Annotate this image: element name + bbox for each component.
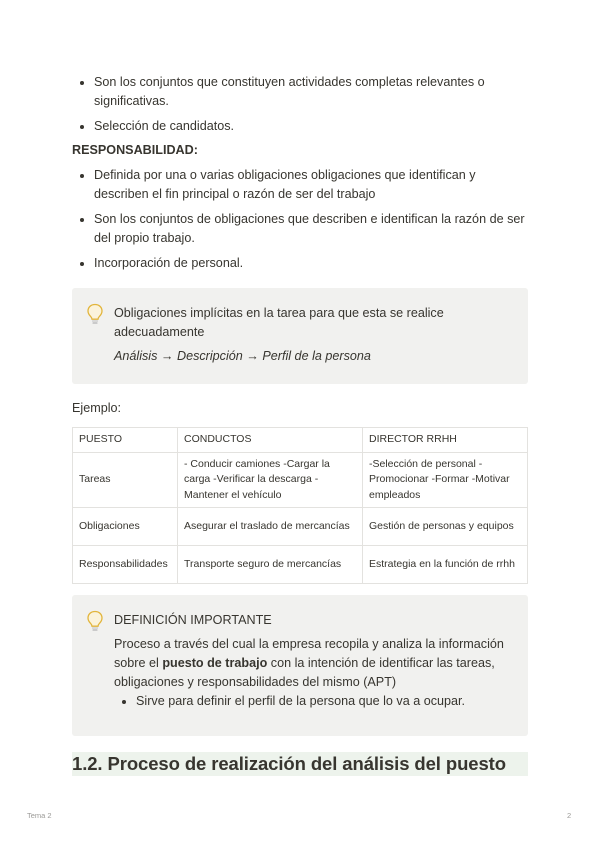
callout-title: DEFINICIÓN IMPORTANTE — [114, 613, 272, 627]
table-cell: CONDUCTOS — [178, 428, 363, 453]
callout-obligaciones — [72, 288, 528, 384]
lightbulb-icon — [86, 610, 104, 632]
table-cell: Transporte seguro de mercancías — [178, 546, 363, 584]
callout-text: Obligaciones implícitas en la tarea para que esta se realice adecuadamente — [114, 306, 444, 339]
responsabilidad-bullet-list — [72, 166, 528, 279]
list-item: Selección de candidatos. — [72, 117, 528, 136]
list-item: Son los conjuntos de obligaciones que describen e identifican la razón de ser del propio trabajo. — [72, 210, 528, 248]
callout-definicion — [72, 595, 528, 736]
table-cell: - Conducir camiones -Cargar la carga -Verificar la descarga -Mantener el vehículo — [178, 452, 363, 508]
callout-bullet-list — [114, 692, 512, 711]
list-item: Son los conjuntos que constituyen actividades completas relevantes o significativas. — [72, 73, 528, 111]
table-cell: -Selección de personal -Promocionar -Formar -Motivar empleados — [363, 452, 528, 508]
table-row — [73, 508, 528, 546]
list-item: Sirve para definir el perfil de la persona que lo va a ocupar. — [114, 692, 512, 711]
footer-page-number: 2 — [567, 811, 572, 820]
table-cell: Obligaciones — [73, 508, 178, 546]
ejemplo-label: Ejemplo: — [72, 401, 121, 415]
list-item: Definida por una o varias obligaciones obligaciones que identifican y describen el fin principal o razón de ser del trabajo — [72, 166, 528, 204]
callout-italic-text: Análisis → Descripción → Perfil de la persona — [114, 349, 371, 363]
section-title: 1.2. Proceso de realización del análisis del puesto — [72, 752, 528, 776]
table-cell: Asegurar el traslado de mercancías — [178, 508, 363, 546]
table-cell: DIRECTOR RRHH — [363, 428, 528, 453]
lightbulb-icon — [86, 303, 104, 325]
table-cell: Gestión de personas y equipos — [363, 508, 528, 546]
definition-text-end: con la intención de identificar las tareas, obligaciones y responsabilidades del mismo (APT) — [114, 656, 495, 689]
callout-definition-text — [114, 635, 512, 692]
responsabilidad-heading: RESPONSABILIDAD: — [72, 143, 198, 157]
table-row — [73, 546, 528, 584]
table-cell: Tareas — [73, 452, 178, 508]
list-item: Incorporación de personal. — [72, 254, 528, 273]
example-table — [72, 427, 528, 584]
table-row — [73, 428, 528, 453]
definition-text-start: Proceso a través del cual la empresa recopila y analiza la información sobre el — [114, 637, 504, 670]
table-row — [73, 452, 528, 508]
definition-bold-term: puesto de trabajo — [162, 656, 268, 670]
top-bullet-list — [72, 73, 528, 142]
table-cell: Estrategia en la función de rrhh — [363, 546, 528, 584]
table-cell: PUESTO — [73, 428, 178, 453]
table-cell: Responsabilidades — [73, 546, 178, 584]
footer-chapter: Tema 2 — [27, 811, 52, 820]
